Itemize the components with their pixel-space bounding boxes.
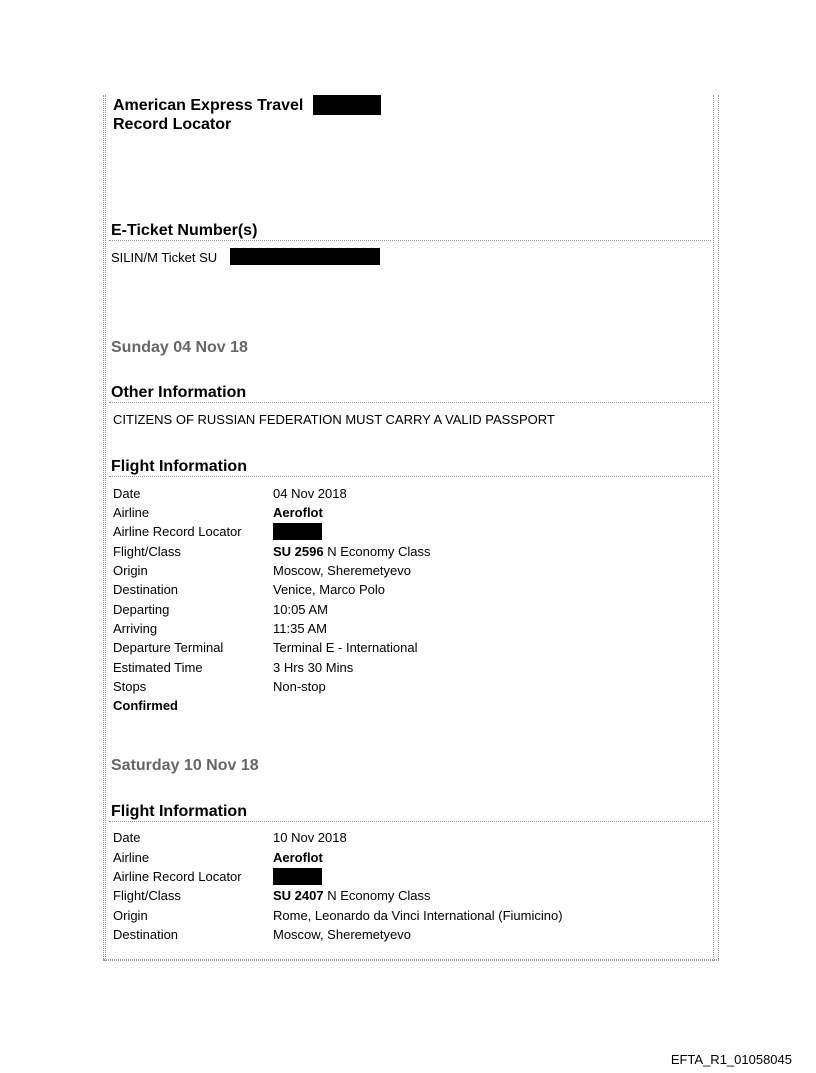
- agency-title: American Express Travel: [113, 97, 304, 114]
- row-value: Non-stop: [273, 679, 326, 694]
- divider: [109, 476, 711, 477]
- row-value: Moscow, Sheremetyevo: [273, 927, 412, 942]
- divider: [109, 240, 711, 241]
- row-label: Flight/Class: [113, 544, 181, 559]
- row-value: 04 Nov 2018: [273, 486, 347, 501]
- flight-number: SU 2596: [273, 544, 324, 559]
- row-value: Moscow, Sheremetyevo: [273, 563, 412, 578]
- row-label: Destination: [113, 582, 179, 597]
- redacted-record-locator: [313, 95, 381, 115]
- flight-class: N Economy Class: [323, 888, 431, 903]
- redacted-ticket-number: [230, 248, 380, 265]
- day1-date-heading: Sunday 04 Nov 18: [111, 339, 248, 356]
- flight-number: SU 2407: [273, 888, 324, 903]
- row-value: [273, 888, 431, 903]
- status-label: Confirmed: [113, 698, 178, 713]
- row-label: Date: [113, 830, 141, 845]
- document-id: EFTA_R1_01058045: [670, 1052, 792, 1067]
- row-value: Aeroflot: [273, 505, 323, 520]
- other-info-heading: Other Information: [111, 384, 247, 401]
- row-value: Venice, Marco Polo: [273, 582, 386, 597]
- flight-class: N Economy Class: [323, 544, 431, 559]
- redacted-airline-locator: [273, 868, 322, 885]
- row-label: Origin: [113, 563, 148, 578]
- day2-date-heading: Saturday 10 Nov 18: [111, 757, 259, 774]
- row-label: Flight/Class: [113, 888, 181, 903]
- flight-info-heading: Flight Information: [111, 458, 247, 475]
- row-label: Arriving: [113, 621, 158, 636]
- row-label: Airline Record Locator: [113, 869, 242, 884]
- divider: [109, 402, 711, 403]
- row-value: 10:05 AM: [273, 602, 328, 617]
- flight-info-heading: Flight Information: [111, 803, 247, 820]
- row-value: Aeroflot: [273, 850, 323, 865]
- row-label: Origin: [113, 908, 148, 923]
- row-label: Airline: [113, 850, 150, 865]
- row-label: Departing: [113, 602, 170, 617]
- eticket-text: SILIN/M Ticket SU: [111, 250, 218, 265]
- row-label: Date: [113, 486, 141, 501]
- row-label: Departure Terminal: [113, 640, 224, 655]
- row-value: Rome, Leonardo da Vinci International (Fiumicino): [273, 908, 563, 923]
- row-value: 10 Nov 2018: [273, 830, 347, 845]
- row-label: Estimated Time: [113, 660, 203, 675]
- row-label: Stops: [113, 679, 147, 694]
- divider: [109, 821, 711, 822]
- redacted-airline-locator: [273, 523, 322, 540]
- row-value: 3 Hrs 30 Mins: [273, 660, 354, 675]
- record-locator-label: Record Locator: [113, 116, 232, 133]
- row-value: [273, 544, 431, 559]
- row-value: Terminal E - International: [273, 640, 418, 655]
- row-value: 11:35 AM: [273, 621, 327, 636]
- eticket-heading: E-Ticket Number(s): [111, 222, 258, 239]
- row-label: Airline Record Locator: [113, 524, 242, 539]
- row-label: Airline: [113, 505, 150, 520]
- row-label: Destination: [113, 927, 179, 942]
- other-info-text: CITIZENS OF RUSSIAN FEDERATION MUST CARRY A VALID PASSPORT: [113, 412, 555, 427]
